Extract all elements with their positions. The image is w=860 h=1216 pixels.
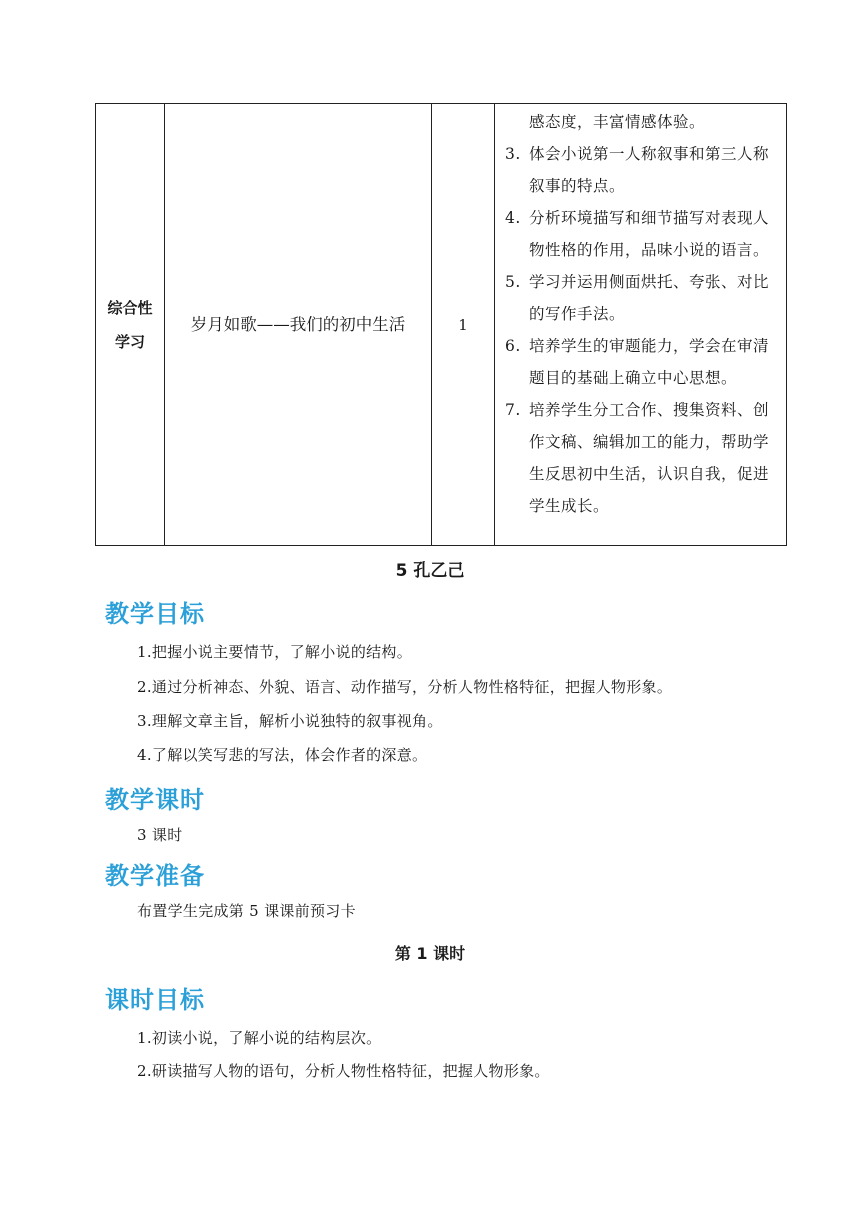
hours-text: 1 <box>458 315 468 334</box>
goal-item <box>505 394 778 522</box>
teaching-prep-text: 布置学生完成第 5 课课前预习卡 <box>137 902 356 920</box>
category-line-1: 综合性 <box>107 298 153 317</box>
teaching-goal-item: 4.了解以笑写悲的写法，体会作者的深意。 <box>137 746 428 764</box>
goal-text: 学习并运用侧面烘托、夸张、对比的写作手法。 <box>529 273 770 323</box>
teaching-goal-item: 3.理解文章主旨，解析小说独特的叙事视角。 <box>137 712 443 730</box>
table-row <box>96 104 787 546</box>
period-goal-item: 1.初读小说，了解小说的结构层次。 <box>137 1029 382 1047</box>
goal-number: 3. <box>505 145 521 163</box>
goal-item <box>505 202 778 266</box>
teaching-hours-text: 3 课时 <box>137 826 183 844</box>
hours-cell <box>432 104 495 546</box>
goal-item <box>505 138 778 202</box>
goal-text: 培养学生的审题能力，学会在审清题目的基础上确立中心思想。 <box>529 337 770 387</box>
category-cell <box>96 104 165 546</box>
teaching-goals-heading: 教学目标 <box>105 600 205 628</box>
teaching-prep-heading: 教学准备 <box>105 862 205 890</box>
goal-item <box>505 330 778 394</box>
goal-continued: 感态度，丰富情感体验。 <box>529 113 706 131</box>
lesson-plan-table <box>95 103 787 546</box>
goal-number: 5. <box>505 273 521 291</box>
goal-number: 6. <box>505 337 521 355</box>
goal-number: 4. <box>505 209 521 227</box>
teaching-goal-item: 2.通过分析神态、外貌、语言、动作描写，分析人物性格特征，把握人物形象。 <box>137 678 673 696</box>
goal-text: 体会小说第一人称叙事和第三人称叙事的特点。 <box>529 145 770 195</box>
goal-number: 7. <box>505 401 521 419</box>
goal-text: 培养学生分工合作、搜集资料、创作文稿、编辑加工的能力，帮助学生反思初中生活，认识自我，促进学生成长。 <box>529 401 770 515</box>
topic-text: 岁月如歌——我们的初中生活 <box>190 314 406 334</box>
teaching-hours-heading: 教学课时 <box>105 786 205 814</box>
teaching-goal-item: 1.把握小说主要情节，了解小说的结构。 <box>137 643 413 661</box>
goal-text: 分析环境描写和细节描写对表现人物性格的作用，品味小说的语言。 <box>529 209 770 259</box>
category-line-2: 学习 <box>114 332 145 351</box>
topic-cell <box>165 104 432 546</box>
period-goal-item: 2.研读描写人物的语句，分析人物性格特征，把握人物形象。 <box>137 1062 550 1080</box>
lesson-title: 5 孔乙己 <box>395 561 465 581</box>
period-goals-heading: 课时目标 <box>105 986 205 1014</box>
period-title: 第 1 课时 <box>394 944 466 963</box>
goals-cell <box>495 104 787 546</box>
goals-list <box>505 106 778 522</box>
goal-item <box>505 266 778 330</box>
